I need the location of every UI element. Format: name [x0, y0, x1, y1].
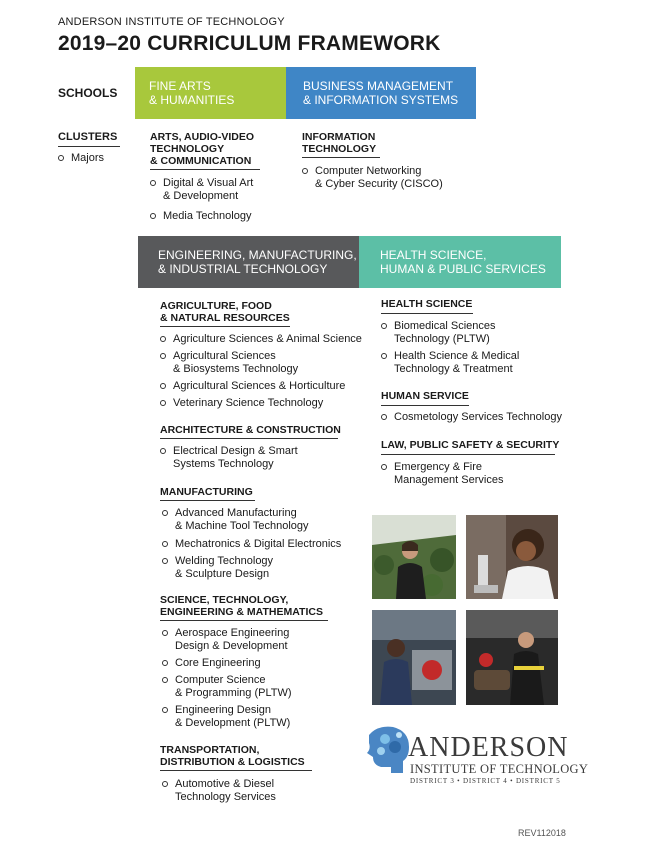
major-aerospace: Aerospace Engineering Design & Development: [162, 627, 289, 653]
cluster-architecture: ARCHITECTURE & CONSTRUCTION: [160, 424, 341, 436]
major-animal-science: Agriculture Sciences & Animal Science: [160, 333, 362, 346]
schools-legend-label: SCHOOLS: [58, 86, 118, 100]
photo-machine-shop: [372, 610, 456, 705]
majors-legend-label: Majors: [58, 152, 104, 165]
major-welding: Welding Technology & Sculpture Design: [162, 555, 273, 581]
major-electrical-design: Electrical Design & Smart Systems Technology: [160, 445, 298, 471]
major-mechatronics: Mechatronics & Digital Electronics: [162, 538, 341, 551]
cluster-manufacturing: MANUFACTURING: [160, 486, 253, 498]
cluster-law: LAW, PUBLIC SAFETY & SECURITY: [381, 439, 560, 451]
major-health-science-medical: Health Science & Medical Technology & Treatment: [381, 350, 519, 376]
institute-name: ANDERSON INSTITUTE OF TECHNOLOGY: [58, 16, 285, 28]
cluster-underline: [381, 405, 469, 406]
school-fine-arts: FINE ARTS & HUMANITIES: [135, 67, 286, 119]
logo-districts: DISTRICT 3 • DISTRICT 4 • DISTRICT 5: [410, 777, 561, 785]
major-core-engineering: Core Engineering: [162, 657, 261, 670]
major-computer-science: Computer Science & Programming (PLTW): [162, 674, 292, 700]
cluster-health-science: HEALTH SCIENCE: [381, 298, 473, 310]
school-engineering: ENGINEERING, MANUFACTURING, & INDUSTRIAL TECHNOLOGY: [138, 236, 359, 288]
major-biosystems: Agricultural Sciences & Biosystems Technology: [160, 350, 298, 376]
logo-name: ANDERSON: [408, 732, 569, 763]
major-veterinary: Veterinary Science Technology: [160, 397, 323, 410]
school-business: BUSINESS MANAGEMENT & INFORMATION SYSTEMS: [286, 67, 476, 119]
cluster-arts-av: ARTS, AUDIO-VIDEO TECHNOLOGY & COMMUNICATION: [150, 131, 255, 167]
cluster-stem: SCIENCE, TECHNOLOGY, ENGINEERING & MATHEMATICS: [160, 594, 323, 618]
major-emergency-fire: Emergency & Fire Management Services: [381, 461, 503, 487]
major-automotive: Automotive & Diesel Technology Services: [162, 778, 276, 804]
page-title: 2019–20 CURRICULUM FRAMEWORK: [58, 32, 441, 55]
cluster-underline: [381, 313, 473, 314]
cluster-underline: [160, 326, 290, 327]
major-engineering-design: Engineering Design & Development (PLTW): [162, 704, 290, 730]
cluster-underline: [160, 770, 312, 771]
cluster-transportation: TRANSPORTATION, DISTRIBUTION & LOGISTICS: [160, 744, 305, 768]
cluster-underline: [150, 169, 260, 170]
major-biomedical: Biomedical Sciences Technology (PLTW): [381, 320, 496, 346]
major-horticulture: Agricultural Sciences & Horticulture: [160, 380, 345, 393]
cluster-info-tech: INFORMATION TECHNOLOGY: [302, 131, 377, 155]
photo-greenhouse: [372, 515, 456, 599]
cluster-underline: [302, 157, 380, 158]
major-computer-networking: Computer Networking & Cyber Security (CISCO): [302, 165, 443, 191]
cluster-human-service: HUMAN SERVICE: [381, 390, 469, 402]
revision-code: REV112018: [518, 828, 566, 838]
major-digital-visual-art: Digital & Visual Art & Development: [150, 177, 253, 203]
school-health: HEALTH SCIENCE, HUMAN & PUBLIC SERVICES: [359, 236, 561, 288]
logo-subtitle: INSTITUTE OF TECHNOLOGY: [410, 762, 589, 776]
major-media-technology: Media Technology: [150, 210, 251, 223]
photo-firefighters: [466, 610, 558, 705]
cluster-agriculture: AGRICULTURE, FOOD & NATURAL RESOURCES: [160, 300, 290, 324]
cluster-underline: [160, 500, 255, 501]
photo-microscope: [466, 515, 558, 599]
clusters-legend-label: CLUSTERS: [58, 131, 118, 143]
clusters-legend-underline: [58, 146, 120, 147]
cluster-underline: [160, 438, 338, 439]
cluster-underline: [160, 620, 328, 621]
cluster-underline: [381, 454, 555, 455]
major-advanced-manufacturing: Advanced Manufacturing & Machine Tool Technology: [162, 507, 309, 533]
major-cosmetology: Cosmetology Services Technology: [381, 411, 562, 424]
brain-gear-logo-icon: [363, 725, 411, 779]
